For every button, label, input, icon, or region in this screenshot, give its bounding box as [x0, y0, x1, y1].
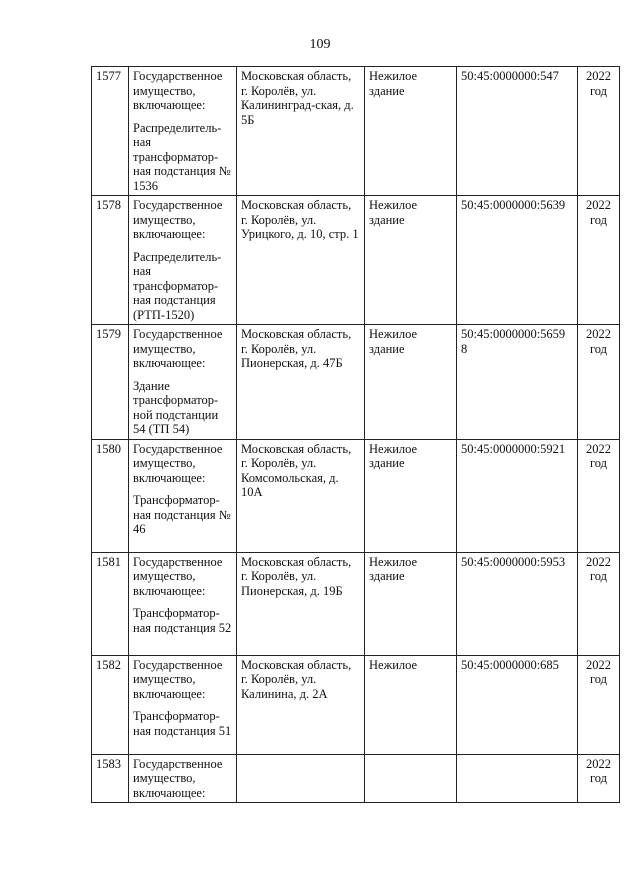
table-row	[92, 325, 620, 440]
table-row	[92, 439, 620, 552]
group-heading: Государственное имущество, включающее:	[133, 657, 223, 701]
object-name: Трансформатор-ная подстанция № 46	[133, 493, 231, 536]
object-type: Нежилое здание	[365, 196, 457, 325]
year: 2022 год	[578, 552, 620, 655]
object-name-cell	[129, 196, 237, 325]
object-name-cell	[129, 655, 237, 754]
object-name-cell	[129, 552, 237, 655]
object-name-cell	[129, 325, 237, 440]
object-name-cell	[129, 754, 237, 803]
year: 2022 год	[578, 655, 620, 754]
object-type: Нежилое здание	[365, 325, 457, 440]
row-number: 1577	[92, 67, 129, 196]
address: Московская область, г. Королёв, ул. Пионерская, д. 47Б	[237, 325, 365, 440]
row-number: 1580	[92, 439, 129, 552]
table-row	[92, 754, 620, 803]
table-row	[92, 196, 620, 325]
group-heading: Государственное имущество, включающее:	[133, 554, 223, 598]
table-row	[92, 67, 620, 196]
object-name: Трансформатор-ная подстанция 52	[133, 606, 232, 635]
group-heading: Государственное имущество, включающее:	[133, 327, 223, 370]
row-number: 1581	[92, 552, 129, 655]
property-registry-table	[91, 66, 620, 803]
table-row	[92, 552, 620, 655]
object-type: Нежилое здание	[365, 67, 457, 196]
address: Московская область, г. Королёв, ул. Комсомольская, д. 10А	[237, 439, 365, 552]
object-type	[365, 754, 457, 803]
group-heading: Государственное имущество, включающее:	[133, 69, 223, 112]
year: 2022 год	[578, 754, 620, 803]
object-type: Нежилое здание	[365, 552, 457, 655]
address: Московская область, г. Королёв, ул. Пионерская, д. 19Б	[237, 552, 365, 655]
object-type: Нежилое	[365, 655, 457, 754]
cadastral-number: 50:45:0000000:5953	[457, 552, 578, 655]
cadastral-number: 50:45:0000000:547	[457, 67, 578, 196]
group-heading: Государственное имущество, включающее:	[133, 756, 223, 800]
group-heading: Государственное имущество, включающее:	[133, 441, 223, 485]
object-type: Нежилое здание	[365, 439, 457, 552]
cadastral-number: 50:45:0000000:5639	[457, 196, 578, 325]
address: Московская область, г. Королёв, ул. Калининград-ская, д. 5Б	[237, 67, 365, 196]
cadastral-number: 50:45:0000000:685	[457, 655, 578, 754]
cadastral-number: 50:45:0000000:5921	[457, 439, 578, 552]
year: 2022 год	[578, 439, 620, 552]
row-number: 1582	[92, 655, 129, 754]
table-row	[92, 655, 620, 754]
row-number: 1579	[92, 325, 129, 440]
year: 2022 год	[578, 67, 620, 196]
object-name: Трансформатор-ная подстанция 51	[133, 709, 232, 738]
row-number: 1583	[92, 754, 129, 803]
year: 2022 год	[578, 325, 620, 440]
address: Московская область, г. Королёв, ул. Калинина, д. 2А	[237, 655, 365, 754]
object-name-cell	[129, 67, 237, 196]
year: 2022 год	[578, 196, 620, 325]
object-name: Распределитель-ная трансформатор-ная подстанция (РТП-1520)	[133, 249, 222, 322]
address	[237, 754, 365, 803]
group-heading: Государственное имущество, включающее:	[133, 198, 223, 241]
row-number: 1578	[92, 196, 129, 325]
page-number: 109	[309, 37, 331, 52]
cadastral-number: 50:45:0000000:5659 8	[457, 325, 578, 440]
cadastral-number	[457, 754, 578, 803]
object-name: Распределитель-ная трансформатор-ная подстанция № 1536	[133, 120, 231, 193]
object-name: Здание трансформатор-ной подстанции 54 (ТП 54)	[133, 378, 219, 436]
object-name-cell	[129, 439, 237, 552]
address: Московская область, г. Королёв, ул. Урицкого, д. 10, стр. 1	[237, 196, 365, 325]
